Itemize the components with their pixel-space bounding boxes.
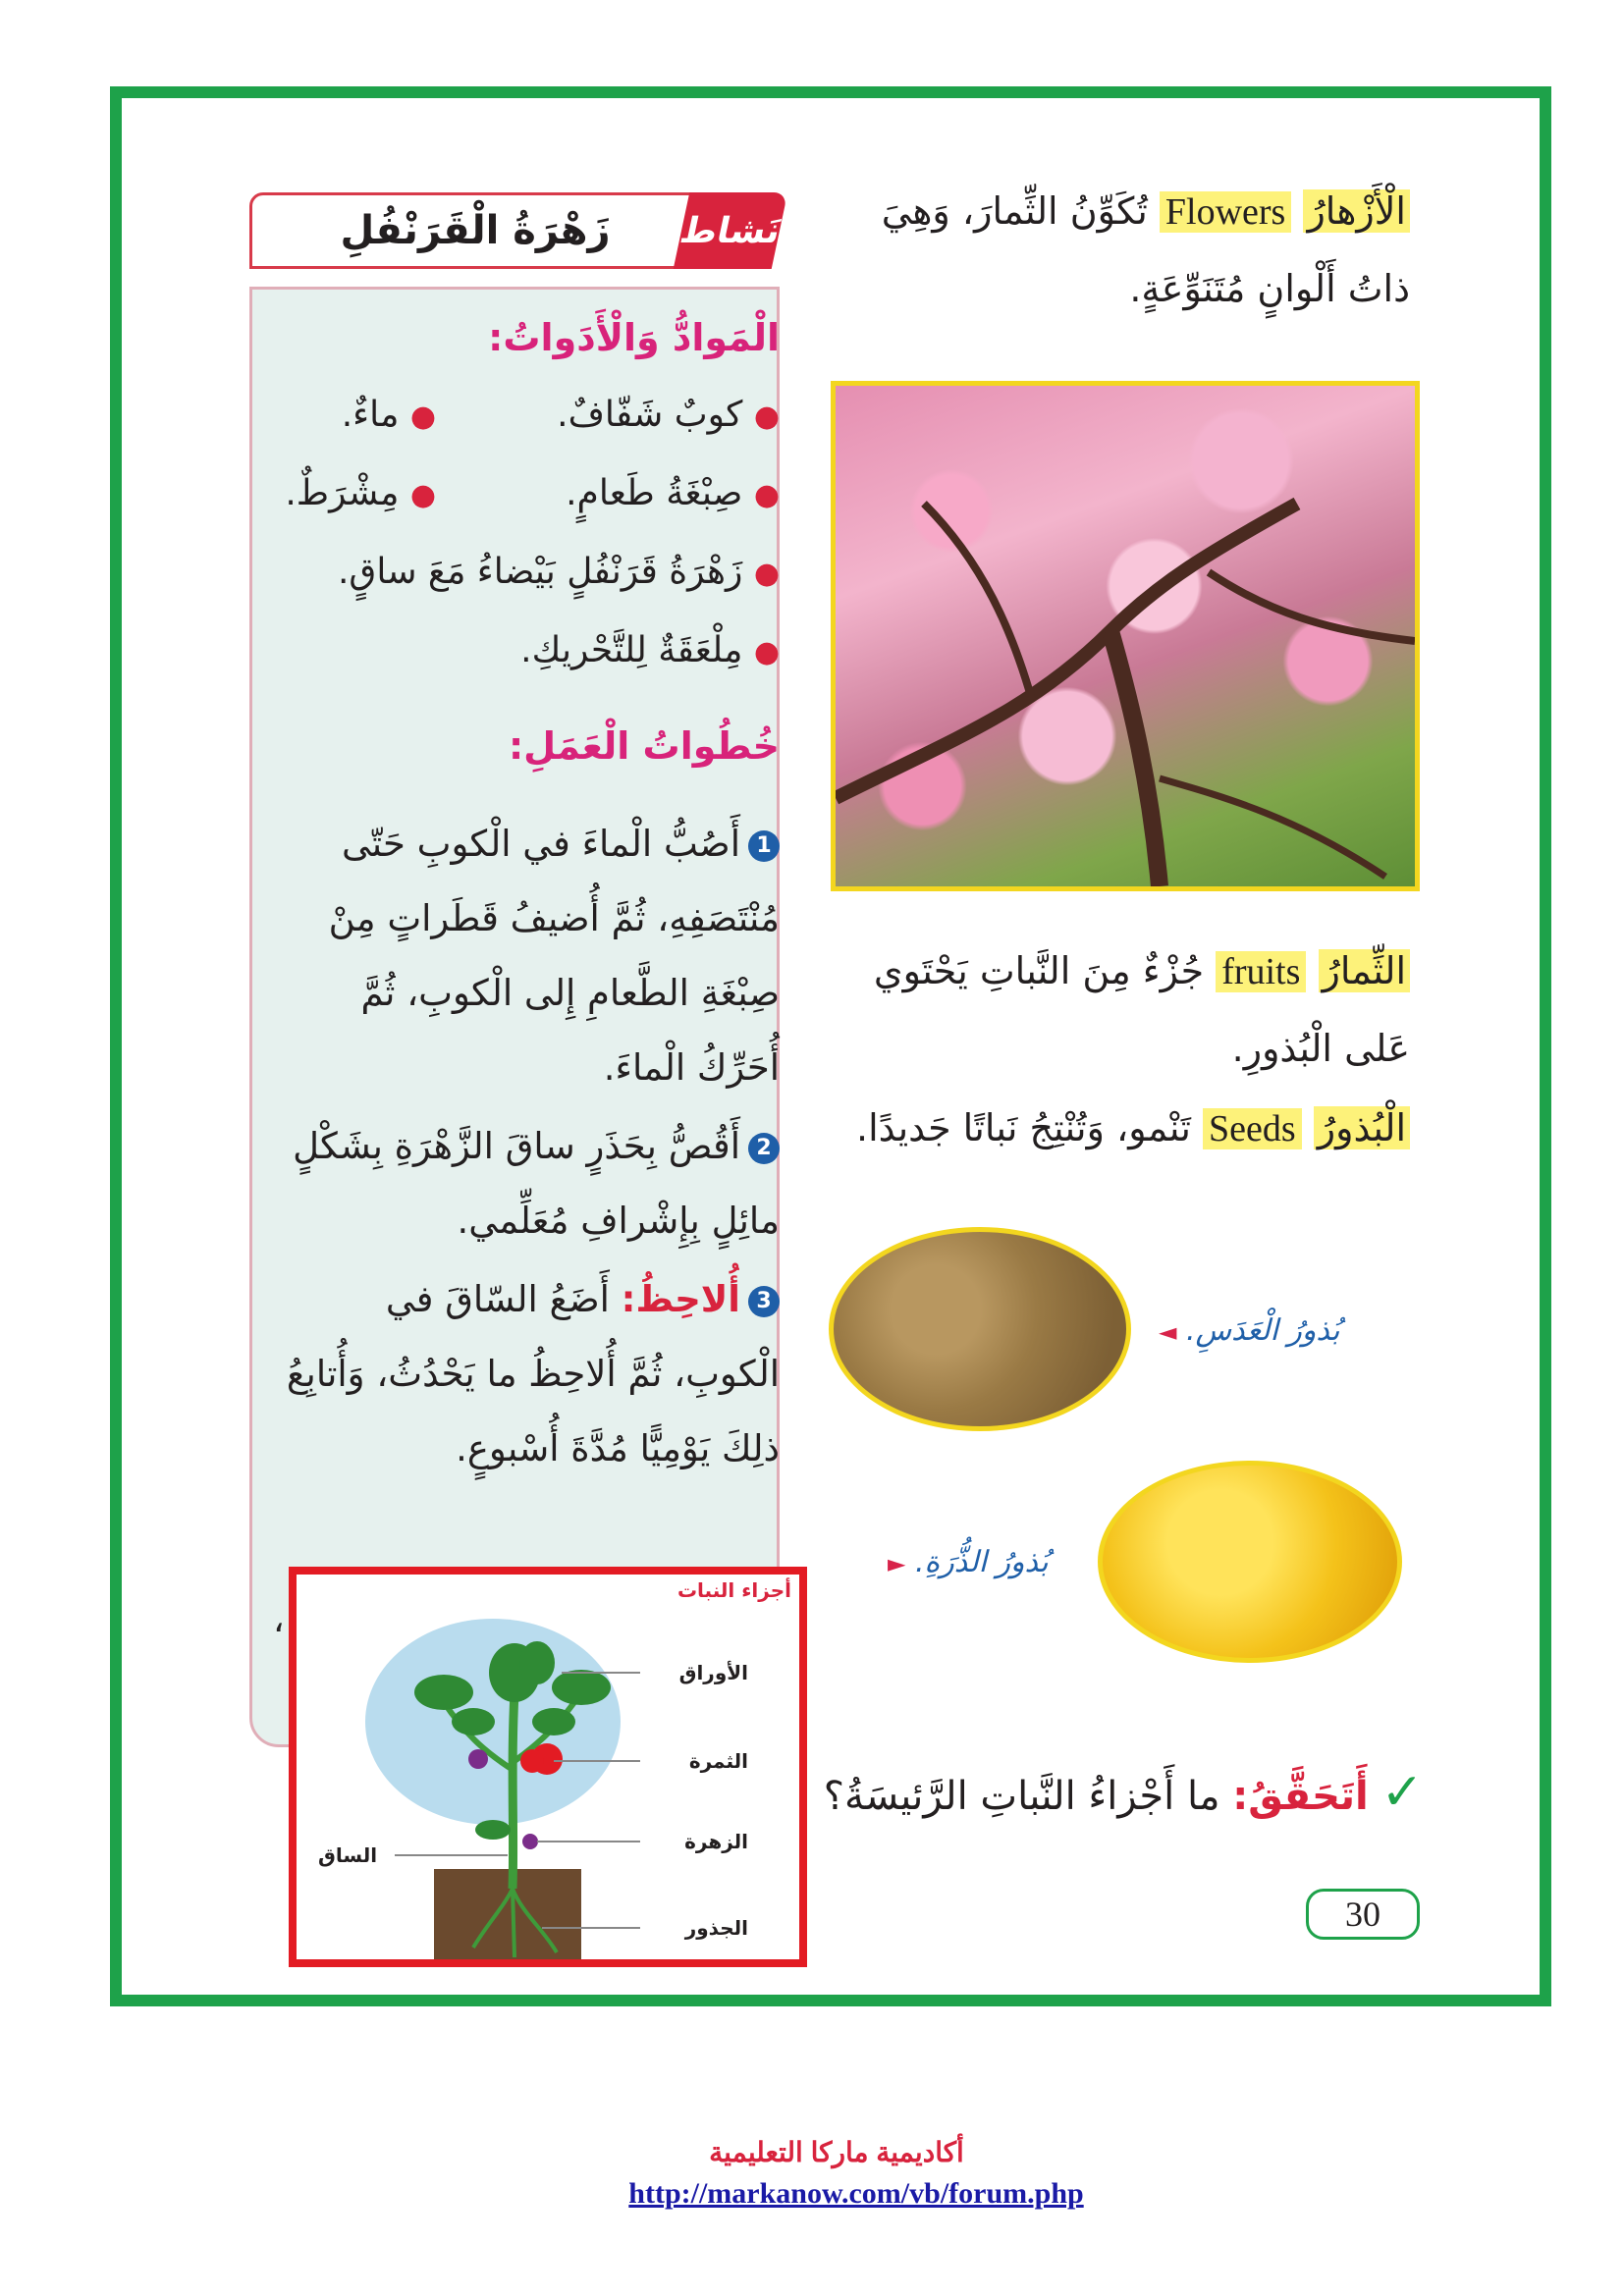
- fruits-term: الثِّمارُ: [1319, 949, 1411, 992]
- check-question: [805, 1763, 1424, 1822]
- hidden-step-fragment: ،: [273, 1600, 285, 1640]
- activity-title: زَهْرَةُ الْقَرَنْفُلِ: [249, 192, 701, 269]
- steps-heading: خُطُواتُ الْعَمَلِ:: [508, 724, 780, 768]
- seeds-english: Seeds: [1203, 1108, 1302, 1149]
- fruits-text-line2: عَلى الْبُذورِ.: [1231, 1027, 1410, 1070]
- material-item: ● مِشْرَطٌ.: [285, 473, 436, 513]
- check-text: ما أَجْزاءُ النَّباتِ الرَّئيسَةُ؟: [823, 1774, 1220, 1819]
- flowers-english: Flowers: [1160, 191, 1291, 233]
- lentil-seeds-photo: [829, 1227, 1131, 1431]
- step-number: 3: [748, 1286, 780, 1317]
- fruits-english: fruits: [1216, 951, 1306, 992]
- step-2: 2أَقُصُّ بِحَذَرٍ ساقَ الزَّهْرَةِ بِشَكْلٍ مائِلٍ بِإِشْرافِ مُعَلِّمي.: [293, 1125, 780, 1242]
- diagram-title: أجزاء النبات: [677, 1578, 791, 1602]
- activity-header: [249, 192, 785, 273]
- material-item: ● ماءٌ.: [341, 395, 436, 435]
- footer-academy-name: أكاديمية ماركا التعليمية: [709, 2137, 964, 2167]
- arrow-left-icon: ◄: [1159, 1318, 1177, 1346]
- step-3: 3أُلاحِظُ: أَضَعُ السّاقَ في الْكوبِ، ثُمَّ أُلاحِظُ ما يَحْدُثُ، وَأُتابِعُ ذلِكَ يَوْمِيًّا مُدَّةَ أُسْبوعٍ.: [286, 1278, 780, 1469]
- plant-parts-diagram: [289, 1567, 807, 1967]
- step-number: 2: [748, 1133, 780, 1164]
- corn-seeds-photo: [1098, 1461, 1402, 1663]
- lentil-seed-label: بُذورُ الْعَدَسِ. ◄: [1159, 1313, 1340, 1348]
- checkmark-icon: ✓: [1380, 1763, 1424, 1822]
- arrow-right-icon: ►: [888, 1550, 906, 1577]
- material-item: ● زَهْرَةُ قَرَنْفُلٍ بَيْضاءُ مَعَ ساقٍ.: [337, 552, 780, 592]
- fruits-text: جُزْءٌ مِنَ النَّباتِ يَحْتَوي: [873, 949, 1205, 992]
- flowers-text-line2: ذاتُ أَلْوانٍ مُتَنَوِّعَةٍ.: [1129, 267, 1410, 310]
- step-1: 1أَصُبُّ الْماءَ في الْكوبِ حَتّى مُنْتَصَفِهِ، ثُمَّ أُضيفُ قَطَراتٍ مِنْ صِبْغَةِ الطَّعامِ إِلى الْكوبِ، ثُمَّ أُحَرِّكُ الْماءَ.: [328, 823, 780, 1089]
- check-keyword: أَتَحَقَّقُ:: [1232, 1774, 1369, 1819]
- material-item: ● مِلْعَقَةٌ لِلتَّحْريكِ.: [520, 630, 780, 670]
- label-fruit: الثمرة: [688, 1749, 748, 1773]
- seeds-text: تَنْمو، وَتُنْتِجُ نَباتًا جَديدًا.: [856, 1106, 1191, 1149]
- activity-tag: نَشاط: [674, 192, 788, 269]
- fruits-paragraph: [821, 933, 1410, 1087]
- page-number: 30: [1306, 1889, 1420, 1940]
- seeds-paragraph: [821, 1090, 1410, 1167]
- flowers-paragraph: [821, 173, 1410, 327]
- materials-heading: الْمَوادُّ وَالْأَدَواتُ:: [488, 316, 780, 359]
- label-stem: الساق: [318, 1843, 378, 1867]
- seeds-term: الْبُذورُ: [1314, 1106, 1410, 1149]
- peach-blossom-photo: [831, 381, 1420, 891]
- label-flower: الزهرة: [684, 1830, 748, 1853]
- flowers-text: تُكَوِّنُ الثِّمارَ، وَهِيَ: [881, 189, 1148, 233]
- material-item: ● كوبٌ شَفّافٌ.: [557, 395, 780, 435]
- material-item: ● صِبْغَةُ طَعامٍ.: [566, 473, 780, 513]
- flowers-term: الْأَزْهارُ: [1303, 189, 1410, 233]
- corn-seed-label: بُذورُ الذُّرَةِ. ►: [888, 1545, 1049, 1579]
- label-roots: الجذور: [684, 1916, 748, 1940]
- step-number: 1: [748, 830, 780, 862]
- label-leaves: الأوراق: [678, 1661, 748, 1684]
- footer-link[interactable]: http://markanow.com/vb/forum.php: [628, 2177, 1084, 2210]
